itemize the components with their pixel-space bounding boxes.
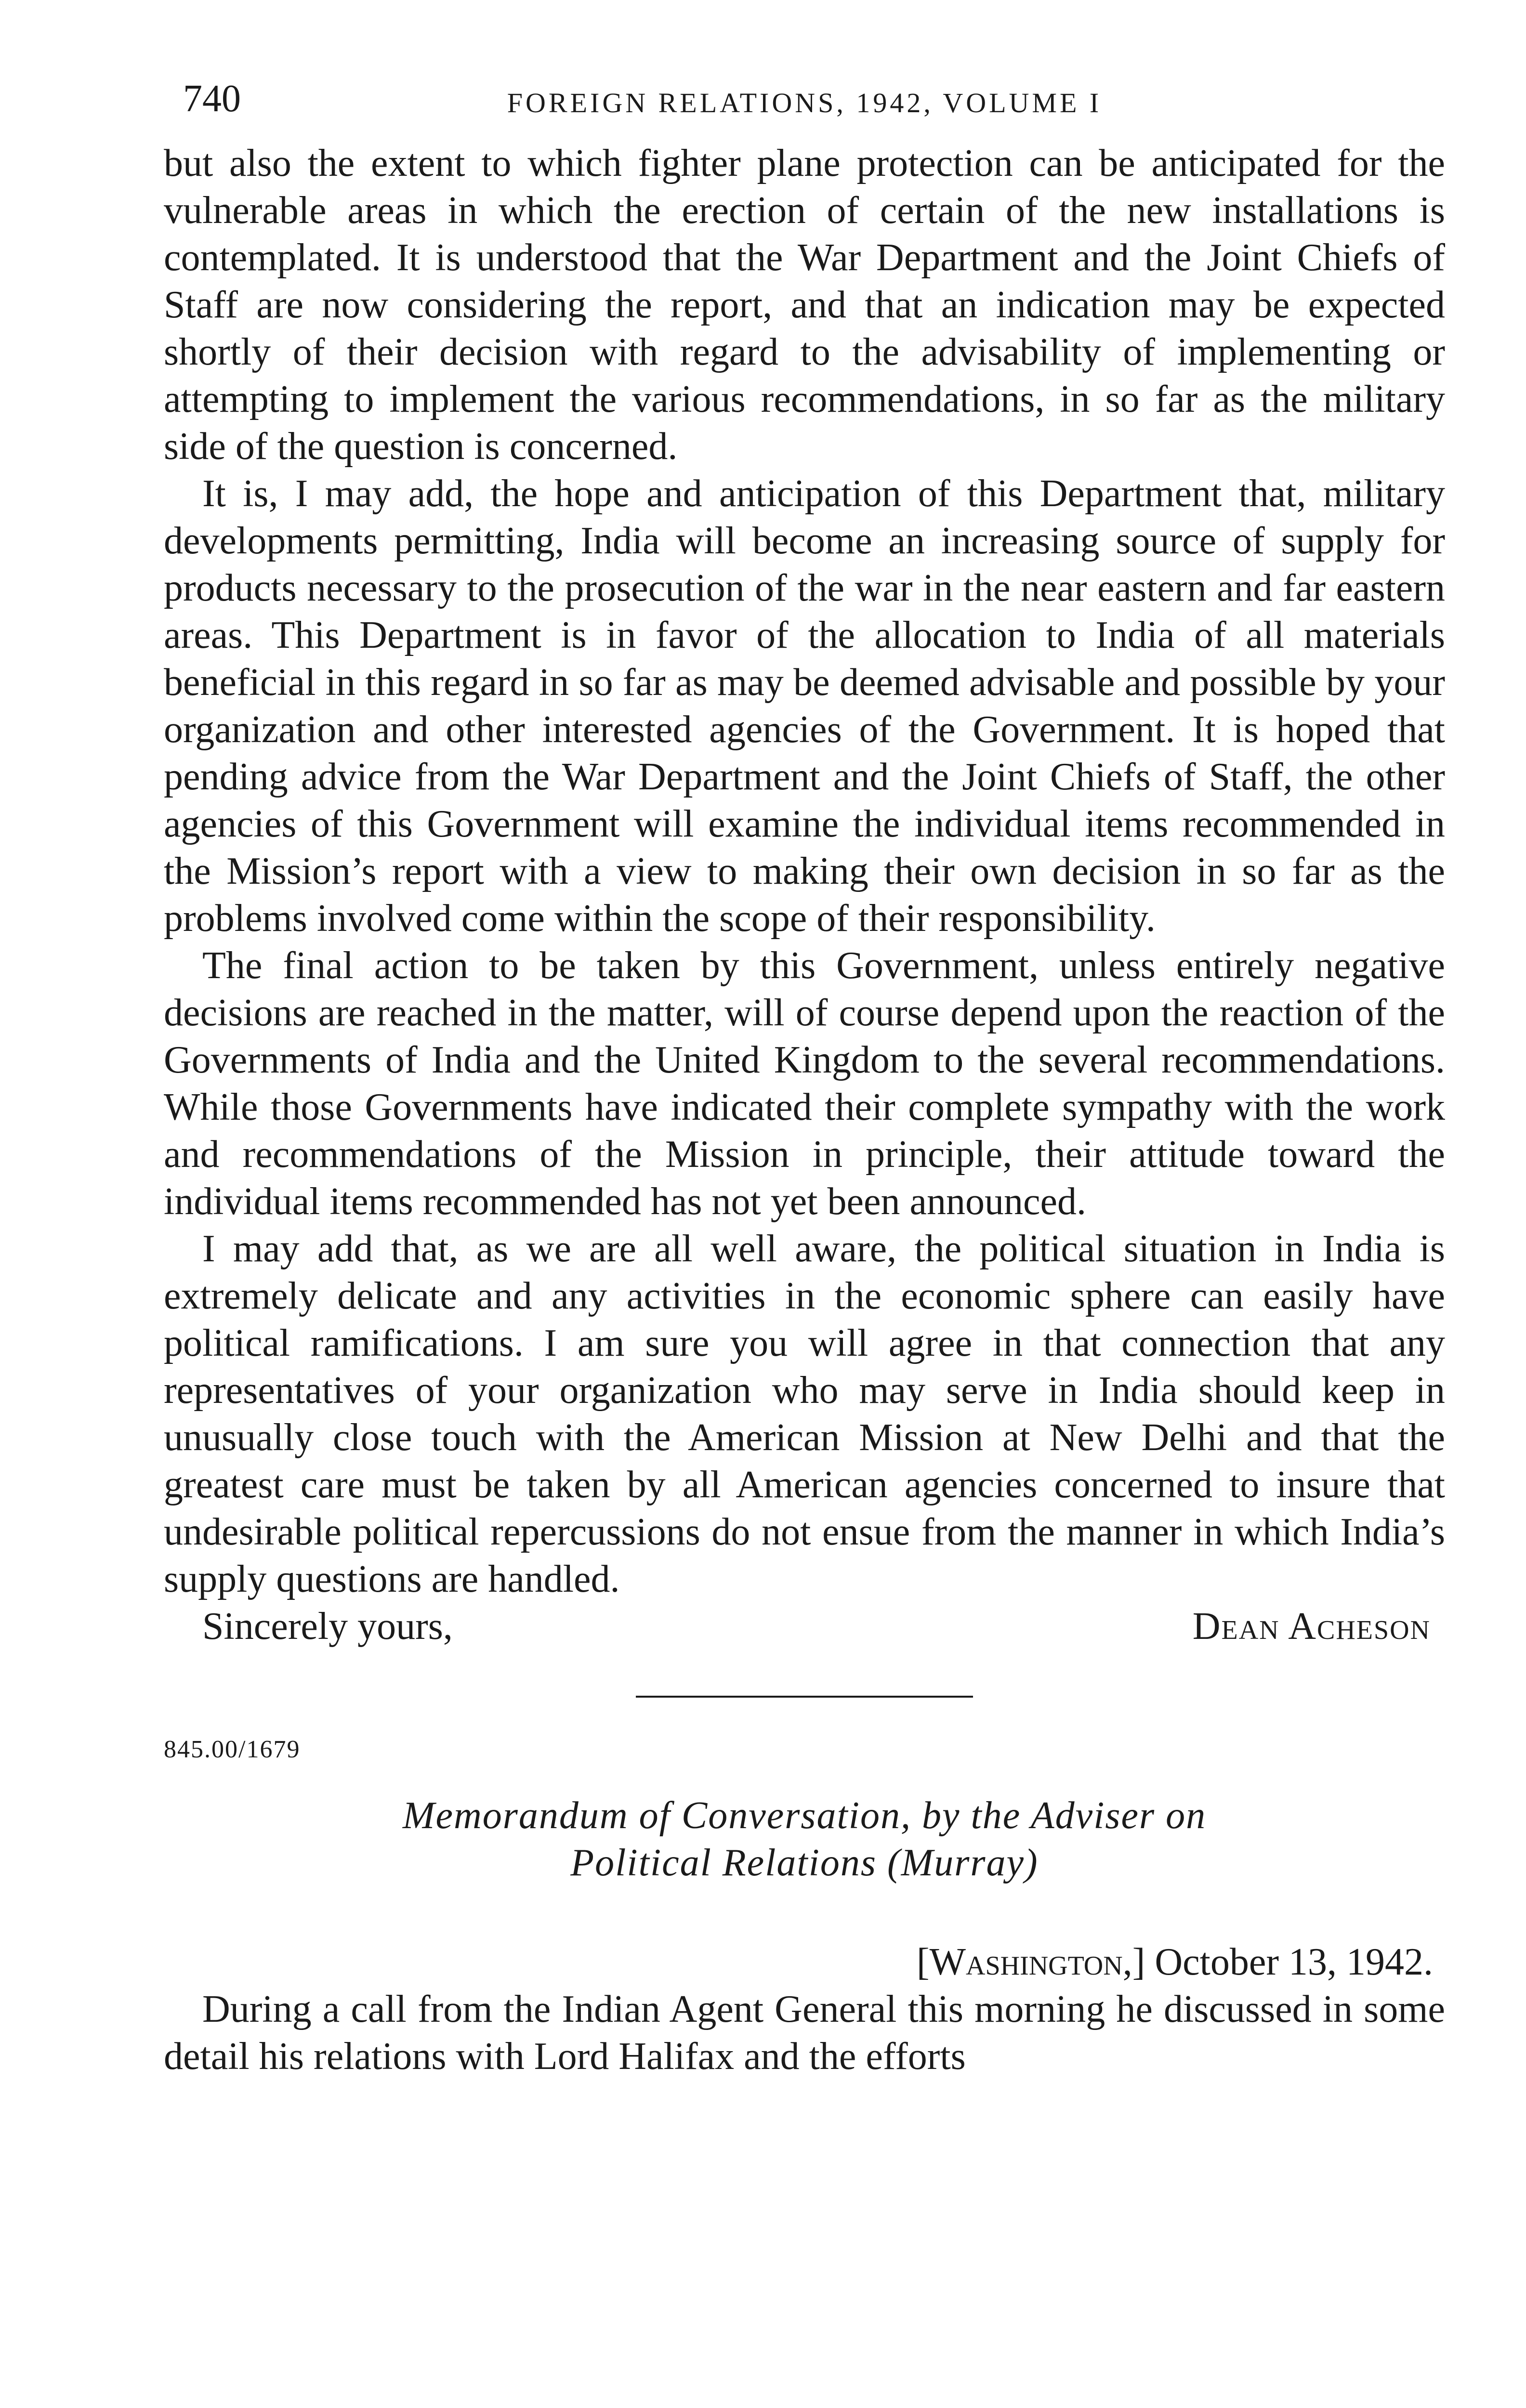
page-number: 740 [183,78,241,120]
letter-body [164,140,1445,1603]
file-number: 845.00/1679 [164,1736,301,1763]
dateline-date: October 13, 1942. [1155,1941,1433,1983]
paragraph-continued: but also the extent to which fighter plane protection can be anticipated for the vulnerable areas in which the erection of certain of the new installations is contemplated. It is understood that the War Department and the Joint Chiefs of Staff are now considering the report, and that an indication may be expected shortly of their decision with regard to the advisability of implementing or attempting to implement the various recommendations, in so far as the military side of the question is concerned. [164,142,1445,468]
document-page [164,67,1445,2080]
section-divider [636,1696,973,1698]
document-title [164,1792,1445,1886]
document-title-line-2: Political Relations (Murray) [570,1842,1039,1884]
document-title-line-1: Memorandum of Conversation, by the Adviser on [402,1794,1207,1837]
paragraph-final-action: The final action to be taken by this Government, unless entirely negative decisions are reached in the matter, will of course depend upon the reaction of the Governments of India and the United Kingdom to the several recommendations. While those Governments have indicated their complete sympathy with the work and recommendations of the Mission in principle, their attitude toward the individual items recommended has not yet been announced. [164,944,1445,1223]
closing-row [164,1603,1445,1650]
dateline [164,1938,1445,1986]
paragraph-memorandum-start: During a call from the Indian Agent General this morning he discussed in some detail his relations with Lord Halifax and the efforts [164,1988,1445,2078]
paragraph-political: I may add that, as we are all well aware, the political situation in India is extremely delicate and any activities in the economic sphere can easily have political ramifications. I am sure you will agree in that connection that any representatives of your organization who may serve in India should keep in unusually close touch with the American Mission at New Delhi and that the greatest care must be taken by all American agencies concerned to insure that undesirable political repercussions do not ensue from the manner in which India’s supply questions are handled. [164,1228,1445,1600]
running-title: FOREIGN RELATIONS, 1942, VOLUME I [507,87,1102,118]
signature: Dean Acheson [1192,1605,1431,1648]
page-header [164,67,1445,140]
paragraph-supply: It is, I may add, the hope and anticipation of this Department that, military developments permitting, India will become an increasing source of supply for products necessary to the prosecution of the war in the near eastern and far eastern areas. This Department is in favor of the allocation to India of all materials beneficial in this regard in so far as may be deemed advisable and possible by your organization and other interested agencies of the Government. It is hoped that pending advice from the War Department and the Joint Chiefs of Staff, the other agencies of this Government will examine the individual items recommended in the Mission’s report with a view to making their own decision in so far as the problems involved come within the scope of their responsibility. [164,472,1445,940]
dateline-place: [Washington,] [916,1941,1145,1983]
complimentary-close: Sincerely yours, [202,1605,453,1648]
memorandum-body [164,1986,1445,2080]
